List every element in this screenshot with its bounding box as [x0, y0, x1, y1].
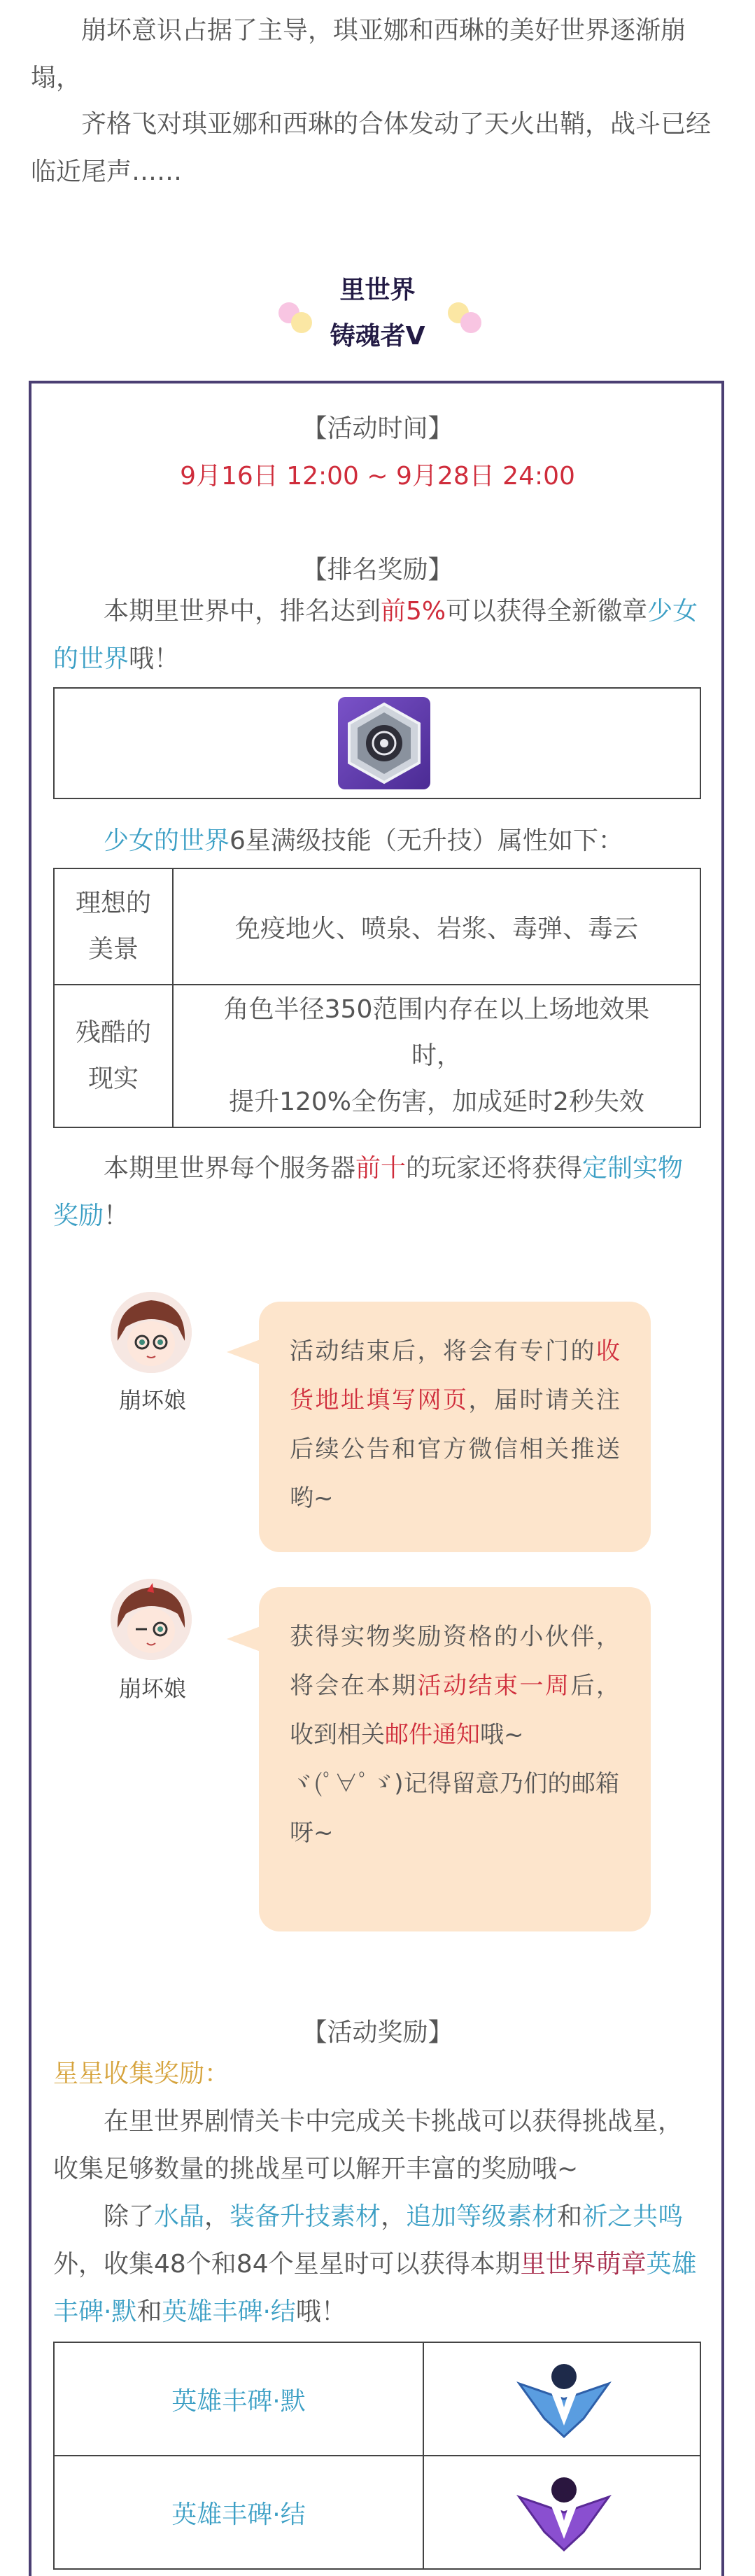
intro-paragraph-2: 齐格飞对琪亚娜和西琳的合体发动了天火出鞘，战斗已经临近尾声……	[31, 110, 712, 186]
star-reward-items: 除了水晶，装备升技素材，追加等级素材和祈之共鸣外，收集48个和84个星星时可以获得本期里世界萌章英雄丰碑·默和英雄丰碑·结哦！	[53, 2202, 697, 2326]
time-value: 9月16日 12:00 ~ 9月28日 24:00	[180, 462, 575, 491]
star-reward-title: 星星收集奖励：	[53, 2060, 230, 2088]
skill-table	[53, 868, 701, 1128]
event-title: 里世界	[339, 276, 416, 304]
chat-bubble: 活动结束后，将会有专门的收货地址填写网页，届时请关注后续公告和官方微信相关推送哟~	[259, 1302, 651, 1552]
ranking-header: 【排名奖励】	[302, 556, 453, 584]
star-reward-desc: 在里世界剧情关卡中完成关卡挑战可以获得挑战星，收集足够数量的挑战星可以解开丰富的奖励哦~	[53, 2107, 684, 2183]
server-reward-text: 本期里世界每个服务器前十的玩家还将获得定制实物奖励！	[53, 1154, 684, 1230]
intro-paragraph-1: 崩坏意识占据了主导，琪亚娜和西琳的美好世界逐渐崩塌，	[31, 16, 686, 92]
decor-dot-right-pink	[460, 312, 481, 333]
skill-name-cell: 理想的 美景	[54, 868, 173, 985]
chat-bubble: 获得实物奖励资格的小伙伴，将会在本期活动结束一周后，收到相关邮件通知哦~ ヾ(ﾟ∀ﾟゞ)记得留意乃们的邮箱呀~	[259, 1587, 651, 1931]
avatar-name: 崩坏娘	[118, 1387, 186, 1414]
avatar-name: 崩坏娘	[118, 1675, 186, 1702]
activity-header: 【活动奖励】	[302, 2018, 453, 2047]
bubble-tail	[227, 1339, 260, 1365]
ranking-intro: 本期里世界中，排名达到前5%可以获得全新徽章少女的世界哦！	[53, 597, 698, 673]
badge-box	[53, 687, 701, 799]
skill-intro: 少女的世界6星满级技能（无升技）属性如下：	[104, 826, 623, 855]
hero-monument-knot-emblem-icon	[516, 2472, 612, 2553]
avatar	[111, 1292, 192, 1373]
girls-world-badge-icon	[338, 697, 430, 789]
skill-name-cell: 残酷的 现实	[54, 985, 173, 1127]
bubble-tail	[227, 1626, 260, 1652]
hero-monument-silence-emblem-icon	[516, 2358, 612, 2440]
skill-desc-cell: 免疫地火、喷泉、岩浆、毒弹、毒云	[173, 868, 700, 985]
reward-name-cell: 英雄丰碑·默	[54, 2342, 423, 2456]
skill-row	[54, 985, 700, 1127]
decor-dot-left-yellow	[291, 312, 312, 333]
time-header: 【活动时间】	[302, 414, 453, 443]
avatar	[111, 1579, 192, 1660]
event-subtitle: 铸魂者V	[330, 322, 425, 351]
skill-row	[54, 868, 700, 985]
skill-desc-cell: 角色半径350范围内存在以上场地效果 时， 提升120%全伤害，加成延时2秒失效	[173, 985, 700, 1127]
reward-name-cell: 英雄丰碑·结	[54, 2456, 423, 2569]
